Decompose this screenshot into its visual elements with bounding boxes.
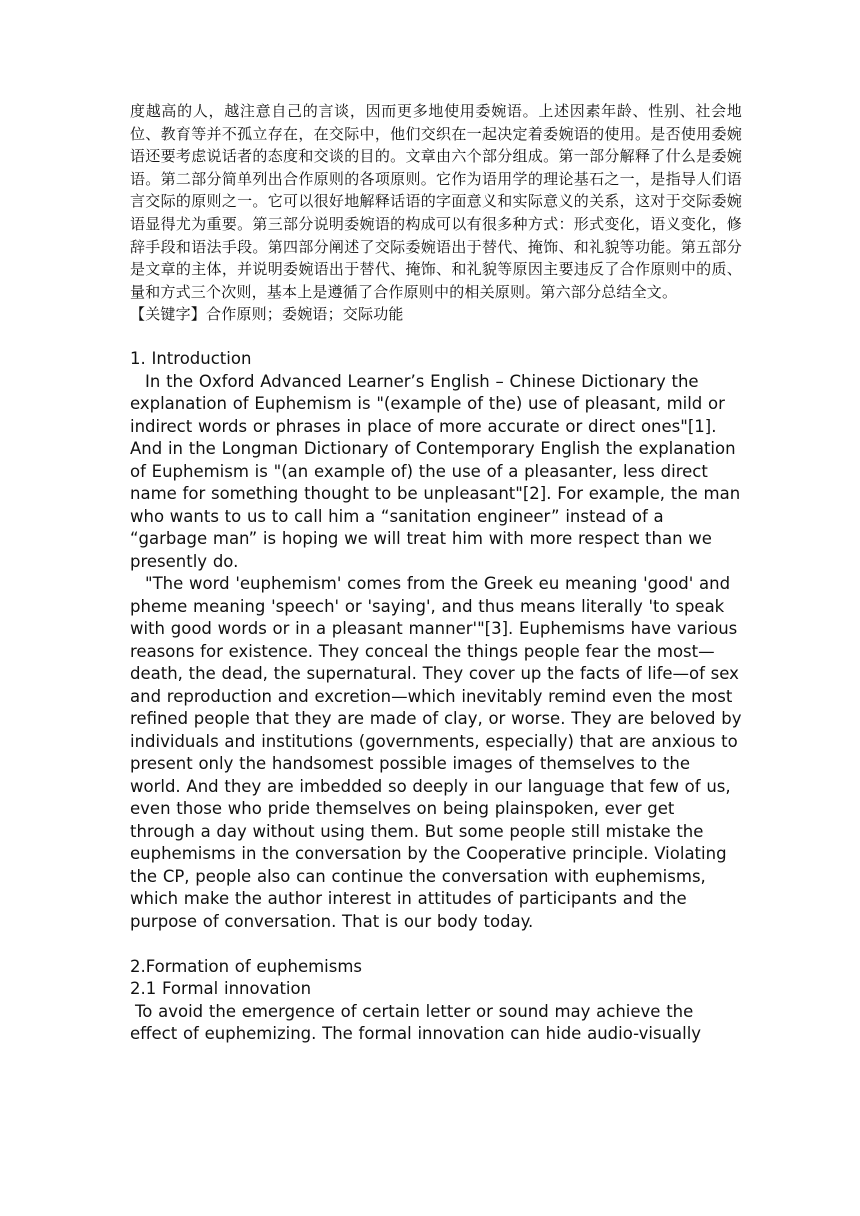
subsection-heading-formal-innovation: 2.1 Formal innovation xyxy=(130,979,312,999)
paragraph-formal-innovation: To avoid the emergence of certain letter or sound may achieve the effect of euphemizing. The formal innovation can hide audio-visually xyxy=(130,1001,702,1044)
paragraph-etymology: "The word 'euphemism' comes from the Greek eu meaning 'good' and pheme meaning 'speech' or 'saying', and thus means literally 'to speak with good words or in a pleasant manner'"[3]. Euphemisms have various reasons for existence. They conceal the things people fear the most—death, the dead, the supernatural. They cover up the facts of life—of sex and reproduction and excretion—which inevitably remind even the most refined people that they are made of clay, or worse. They are beloved by individuals and institutions (governments, especially) that are anxious to present only the handsomest possible images of themselves to the world. And they are imbedded so deeply in our language that few of us, even those who pride themselves on being plainspoken, ever get through a day without using them. But some people still mistake the euphemisms in the conversation by the Cooperative principle. Violating the CP, people also can continue the conversation with euphemisms, which make the author interest in attitudes of participants and the purpose of conversation. That is our body today. xyxy=(130,574,742,931)
paragraph-dictionary-definitions: In the Oxford Advanced Learner’s English – Chinese Dictionary the explanation of Euphemism is "(example of the) use of pleasant, mild or indirect words or phrases in place of more accurate or direct ones"[1]. And in the Longman Dictionary of Contemporary English the explanation of Euphemism is "(an example of) the use of a pleasanter, less direct name for something thought to be unpleasant"[2]. For example, the man who wants to us to call him a “sanitation engineer” instead of a “garbage man” is hoping we will treat him with more respect than we presently do. xyxy=(130,371,741,571)
document-page xyxy=(130,100,742,1046)
spacer xyxy=(130,933,742,956)
abstract-chinese: 度越高的人，越注意自己的言谈，因而更多地使用委婉语。上述因素年龄、性别、社会地位、教育等并不孤立存在，在交际中，他们交织在一起决定着委婉语的使用。是否使用委婉语还要考虑说话者的态度和交谈的目的。文章由六个部分组成。第一部分解释了什么是委婉语。第二部分简单列出合作原则的各项原则。它作为语用学的理论基石之一，是指导人们语言交际的原则之一。它可以很好地解释话语的字面意义和实际意义的关系，这对于交际委婉语显得尤为重要。第三部分说明委婉语的构成可以有很多种方式：形式变化，语义变化，修辞手段和语法手段。第四部分阐述了交际委婉语出于替代、掩饰、和礼貌等功能。第五部分是文章的主体，并说明委婉语出于替代、掩饰、和礼貌等原因主要违反了合作原则中的质、量和方式三个次则，基本上是遵循了合作原则中的相关原则。第六部分总结全文。 xyxy=(130,102,742,301)
keywords-chinese: 【关键字】合作原则；委婉语；交际功能 xyxy=(130,305,404,324)
spacer xyxy=(130,326,742,349)
section-heading-formation: 2.Formation of euphemisms xyxy=(130,956,363,976)
section-heading-introduction: 1. Introduction xyxy=(130,349,252,369)
